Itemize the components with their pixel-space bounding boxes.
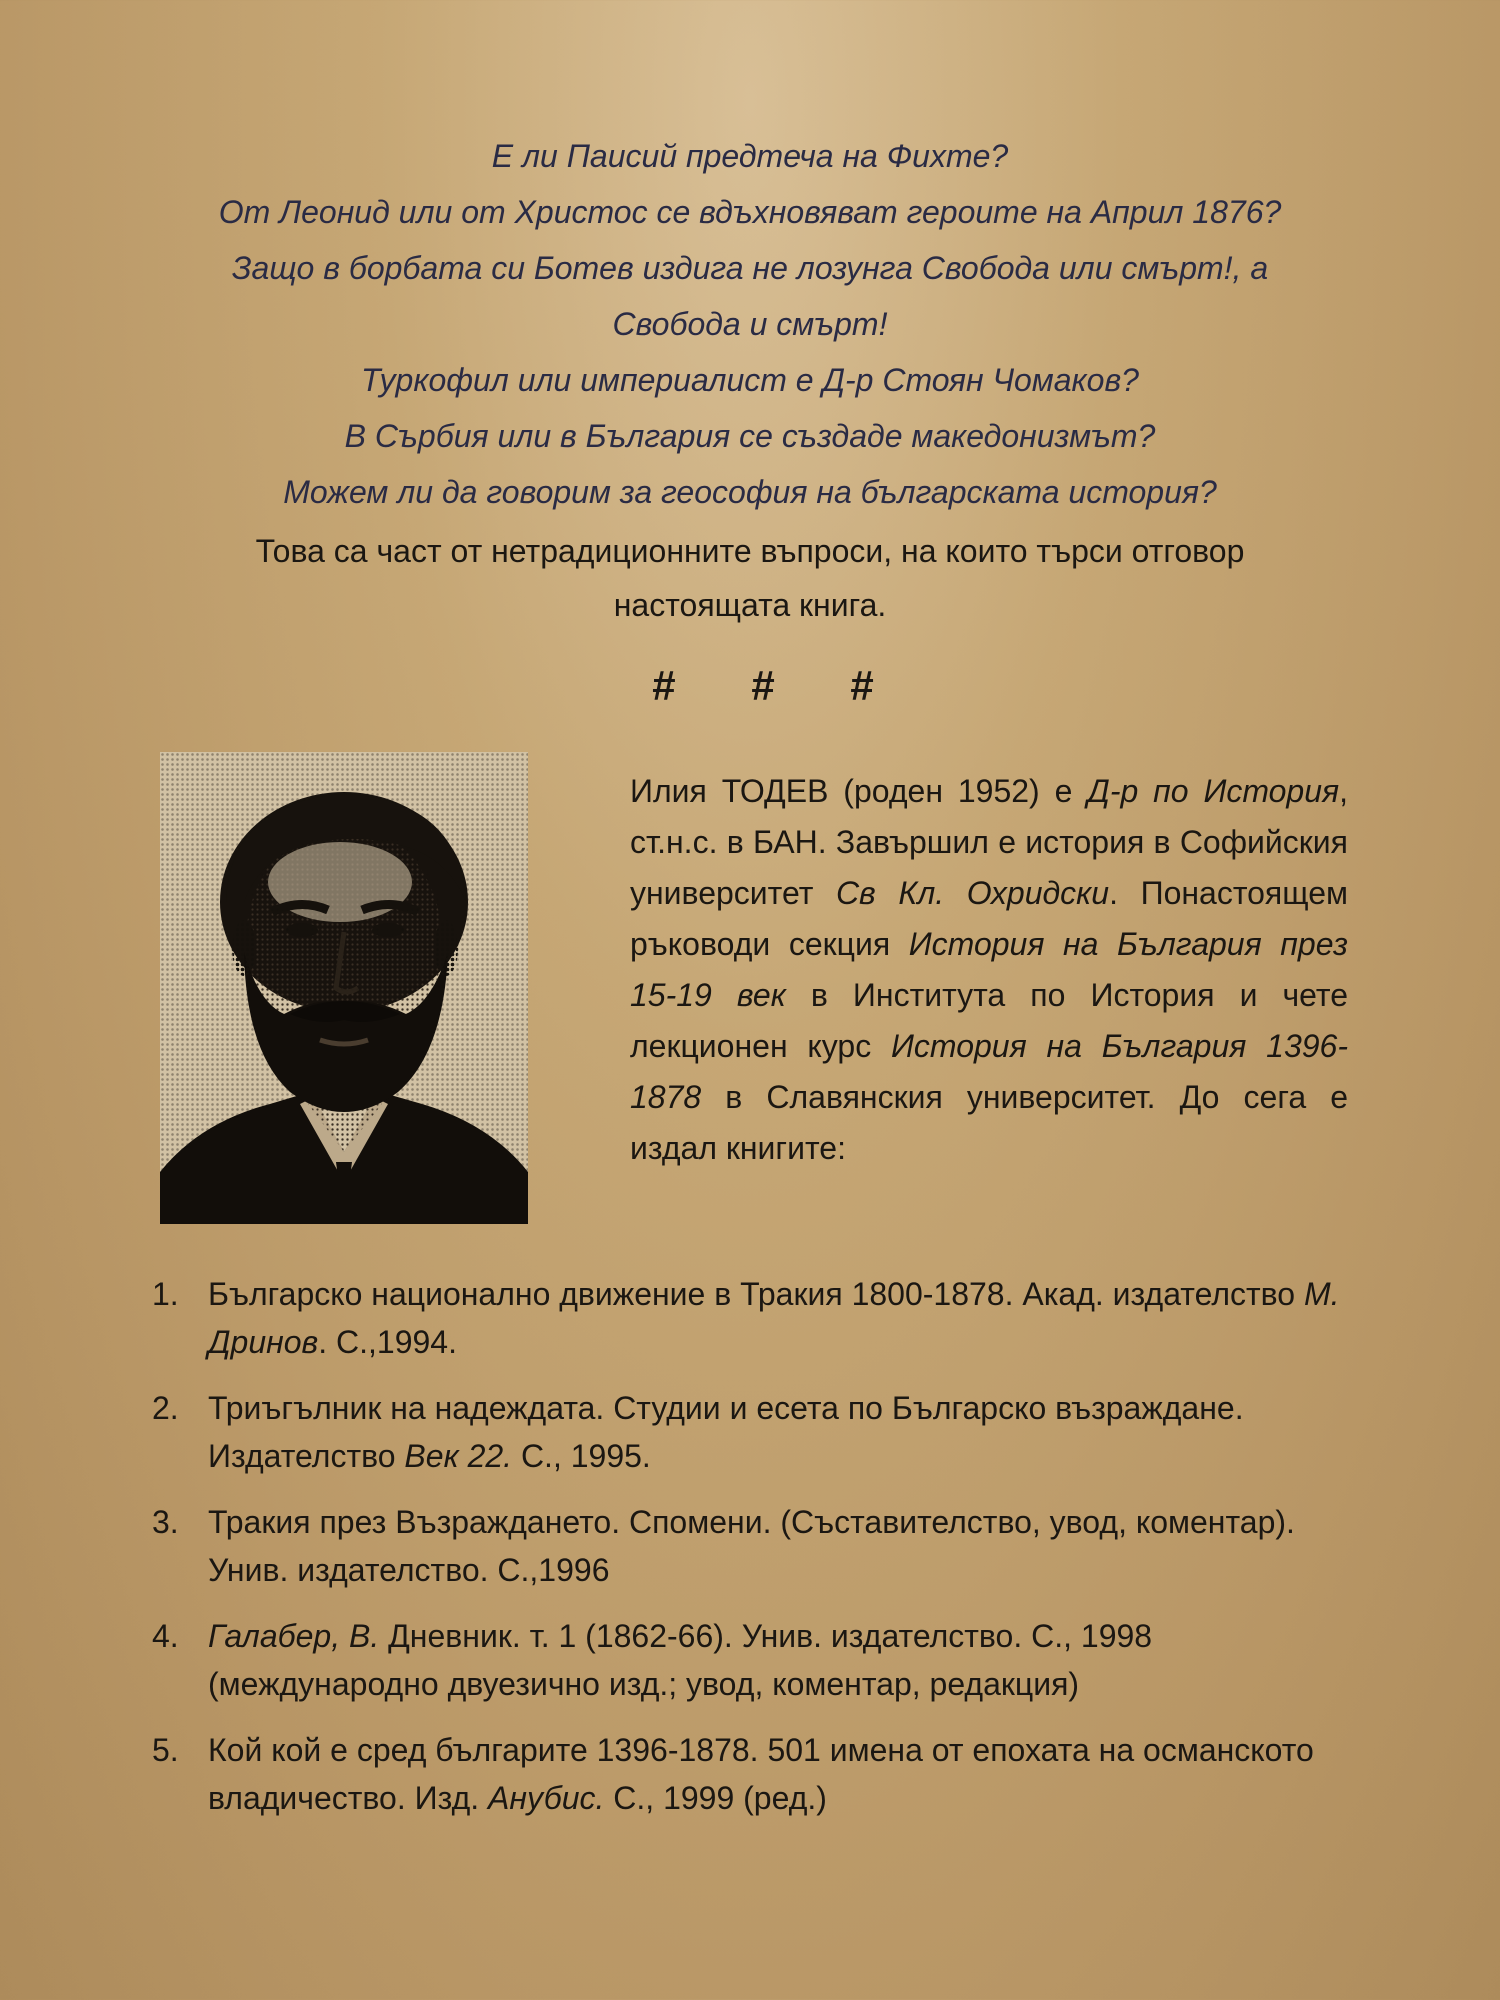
list-item-number: 2.	[152, 1390, 179, 1426]
list-item	[140, 1384, 1340, 1480]
list-item	[140, 1726, 1340, 1822]
bio-text-4: в Института по История и чете лекционен курс	[630, 977, 1349, 1064]
book-text: Българско национално движение в Тракия 1800-1878. Акад. издателство	[208, 1276, 1304, 1312]
bio-degree: Д-р по История	[1087, 773, 1340, 809]
bio-text-5: в Славянския университет. До сега е издал книгите:	[630, 1079, 1348, 1166]
book-author: Галабер, В.	[208, 1618, 380, 1654]
book-text-end: Дневник. т. 1 (1862-66). Унив. издателство. С., 1998 (международно двуезично изд.; увод, коментар, редакция)	[208, 1618, 1153, 1702]
question-2: От Леонид или от Христос се вдъхновяват героите на Април 1876?	[218, 194, 1282, 230]
question-3-continued: Свобода и смърт!	[612, 306, 888, 342]
book-publisher: М. Дринов	[208, 1276, 1340, 1360]
intro-text	[150, 524, 1350, 632]
section-separator	[0, 662, 1500, 710]
books-list	[140, 1270, 1340, 1840]
bio-text-3: . Понастоящем ръководи секция	[630, 875, 1349, 962]
book-text-end: С., 1995.	[512, 1438, 651, 1474]
questions-block	[150, 128, 1350, 520]
list-item	[140, 1612, 1340, 1708]
book-text: Тракия през Възраждането. Спомени. (Съставителство, увод, коментар). Унив. издателство. С.,1996	[208, 1504, 1295, 1588]
author-portrait-image	[160, 752, 528, 1224]
book-text-end: С., 1999 (ред.)	[604, 1780, 827, 1816]
list-item-number: 1.	[152, 1276, 179, 1312]
bio-text-2: , ст.н.с. в БАН. Завършил е история в Софийския университет	[630, 773, 1349, 911]
book-publisher: Анубис.	[488, 1780, 605, 1816]
bio-text-1: Илия ТОДЕВ (роден 1952) е	[630, 773, 1088, 809]
book-text: Кой кой е сред българите 1396-1878. 501 имена от епохата на османското владичество. Изд.	[208, 1732, 1314, 1816]
list-item-number: 4.	[152, 1618, 179, 1654]
intro-line-1: Това са част от нетрадиционните въпроси, на които търси отговор	[255, 533, 1245, 569]
intro-line-2: настоящата книга.	[613, 587, 887, 623]
list-item	[140, 1270, 1340, 1366]
question-3: Защо в борбата си Ботев издига не лозунга Свобода или смърт!, а	[231, 250, 1269, 286]
separator-hash-1: #	[652, 662, 676, 709]
separator-hash-3: #	[850, 662, 874, 709]
bio-university: Св Кл. Охридски	[835, 875, 1110, 911]
question-1: Е ли Паисий предтеча на Фихте?	[491, 138, 1009, 174]
list-item-number: 5.	[152, 1732, 179, 1768]
list-item-number: 3.	[152, 1504, 179, 1540]
question-4: Туркофил или империалист е Д-р Стоян Чомаков?	[361, 362, 1139, 398]
book-text: Триъгълник на надеждата. Студии и есета по Българско възраждане. Издателство	[208, 1390, 1244, 1474]
list-item	[140, 1498, 1340, 1594]
bio-course: История на България 1396-1878	[630, 1028, 1349, 1115]
author-bio	[630, 766, 1348, 1174]
book-text-end: . С.,1994.	[318, 1324, 457, 1360]
question-6: Можем ли да говорим за геософия на българската история?	[283, 474, 1217, 510]
question-5: В Сърбия или в България се създаде македонизмът?	[344, 418, 1156, 454]
bio-section: История на България през 15-19 век	[630, 926, 1349, 1013]
book-publisher: Век 22.	[404, 1438, 513, 1474]
author-portrait	[160, 752, 528, 1224]
separator-hash-2: #	[751, 662, 775, 709]
